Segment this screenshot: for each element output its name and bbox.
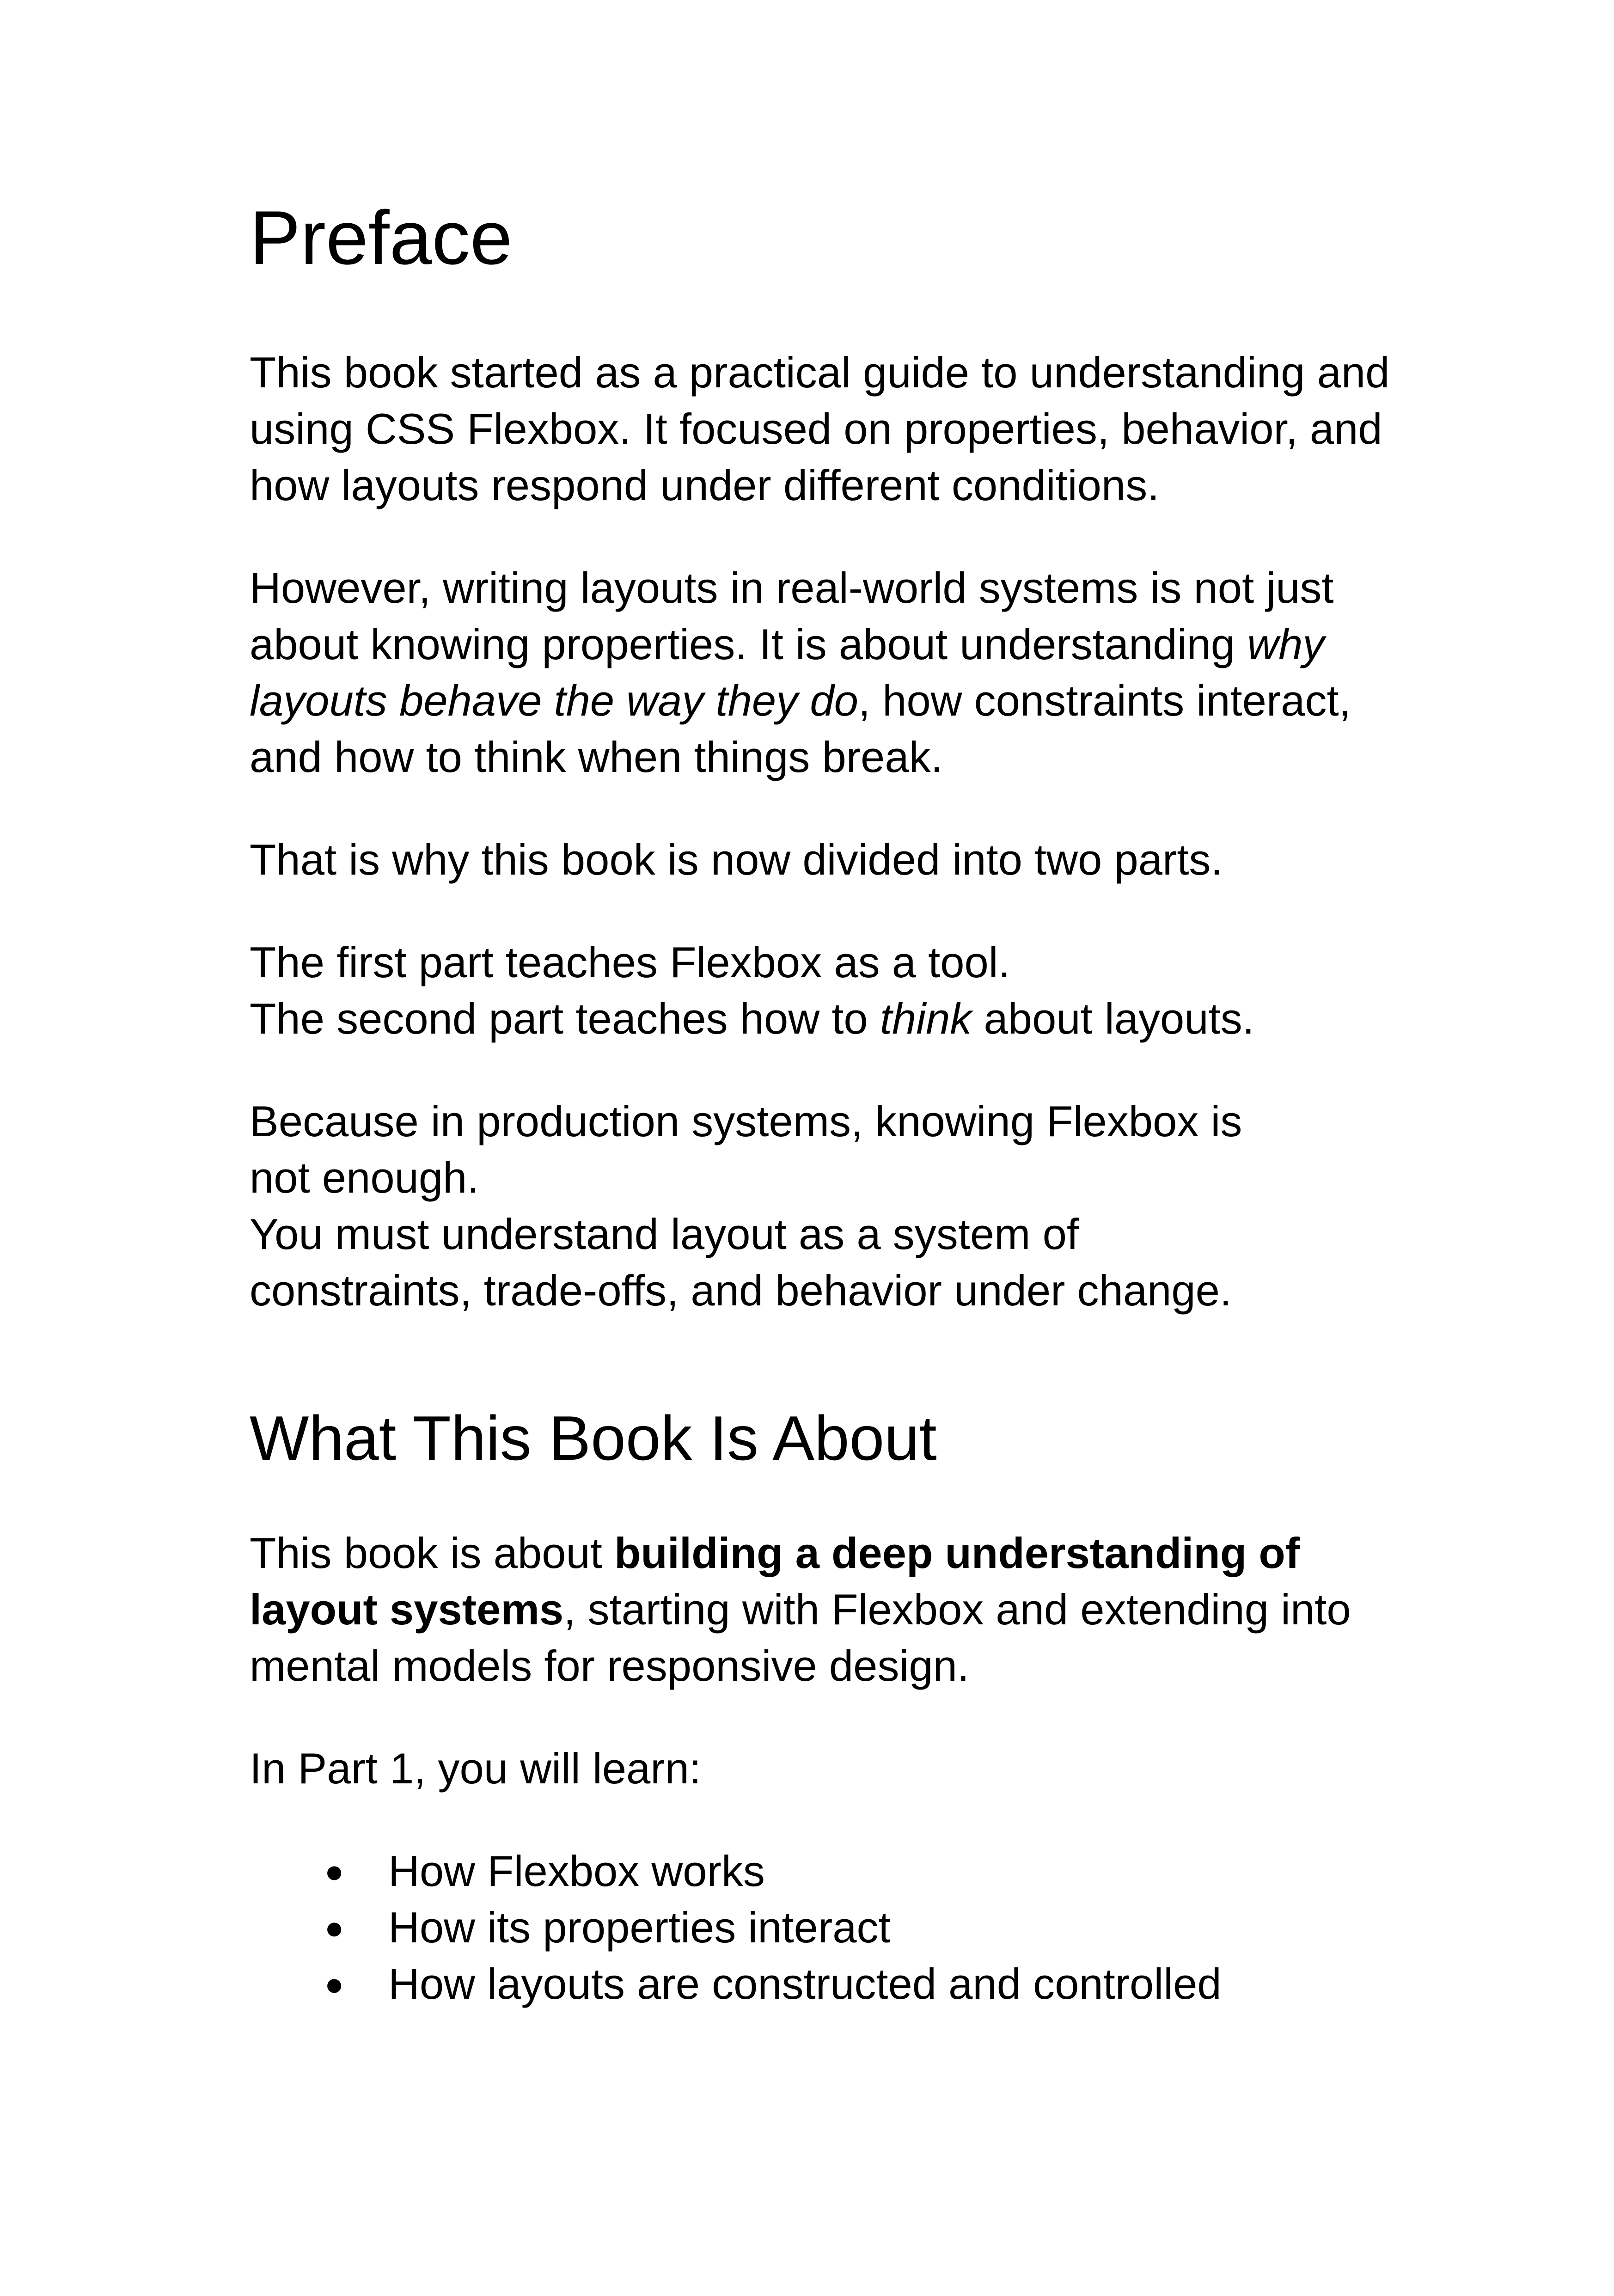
- preface-paragraph-2-italic: why layouts behave the way they do: [250, 619, 1325, 725]
- about-paragraph-1-text-a: This book is about: [250, 1529, 602, 1578]
- preface-paragraph-4-line-2: [250, 991, 1433, 1047]
- list-item-text: How Flexbox works: [388, 1847, 765, 1896]
- preface-paragraph-5-line-1: Because in production systems, knowing Flexbox is not enough.: [250, 1096, 1242, 1202]
- preface-paragraph-5: [250, 1093, 1433, 1319]
- preface-paragraph-1: This book started as a practical guide to understanding and using CSS Flexbox. It focused on properties, behavior, and how layouts respond under different conditions.: [250, 348, 1390, 509]
- list-item-text: How its properties interact: [388, 1903, 891, 1952]
- bullet-icon: ●: [324, 1910, 344, 1946]
- list-item: [250, 1956, 1433, 2012]
- preface-paragraph-2-text-b: , how constraints interact, and how to think when things break.: [250, 676, 1351, 781]
- document-page: [250, 194, 1433, 2012]
- about-paragraph-1-bold: building a deep understanding of layout systems: [250, 1529, 1300, 1634]
- preface-paragraph-4-italic: think: [880, 994, 972, 1043]
- preface-paragraph-3: That is why this book is now divided into two parts.: [250, 835, 1223, 884]
- about-heading: What This Book Is About: [250, 1402, 937, 1473]
- preface-paragraph-2: [250, 560, 1433, 785]
- preface-paragraph-2-text-a: However, writing layouts in real-world systems is not just about knowing properties. It is about understanding: [250, 563, 1334, 668]
- preface-paragraph-4-line-2-text-b: about layouts.: [984, 994, 1254, 1043]
- preface-paragraph-4: [250, 934, 1433, 1047]
- list-item: [250, 1899, 1433, 1956]
- about-paragraph-2: In Part 1, you will learn:: [250, 1744, 701, 1793]
- about-paragraph-1-text-b: , starting with Flexbox and extending into mental models for responsive design.: [250, 1585, 1351, 1690]
- bullet-icon: ●: [324, 1853, 344, 1890]
- preface-paragraph-5-line-2: You must understand layout as a system of constraints, trade-offs, and behavior under change.: [250, 1209, 1232, 1315]
- list-item: [250, 1843, 1433, 1899]
- preface-paragraph-4-line-1: The first part teaches Flexbox as a tool.: [250, 937, 1010, 986]
- bullet-icon: ●: [324, 1966, 344, 2002]
- list-item-text: How layouts are constructed and controlled: [388, 1959, 1222, 2008]
- about-paragraph-1: [250, 1525, 1368, 1694]
- part-1-topics-list: [250, 1843, 1433, 2012]
- preface-heading: Preface: [250, 195, 513, 280]
- preface-paragraph-4-line-2-text-a: The second part teaches how to: [250, 994, 868, 1043]
